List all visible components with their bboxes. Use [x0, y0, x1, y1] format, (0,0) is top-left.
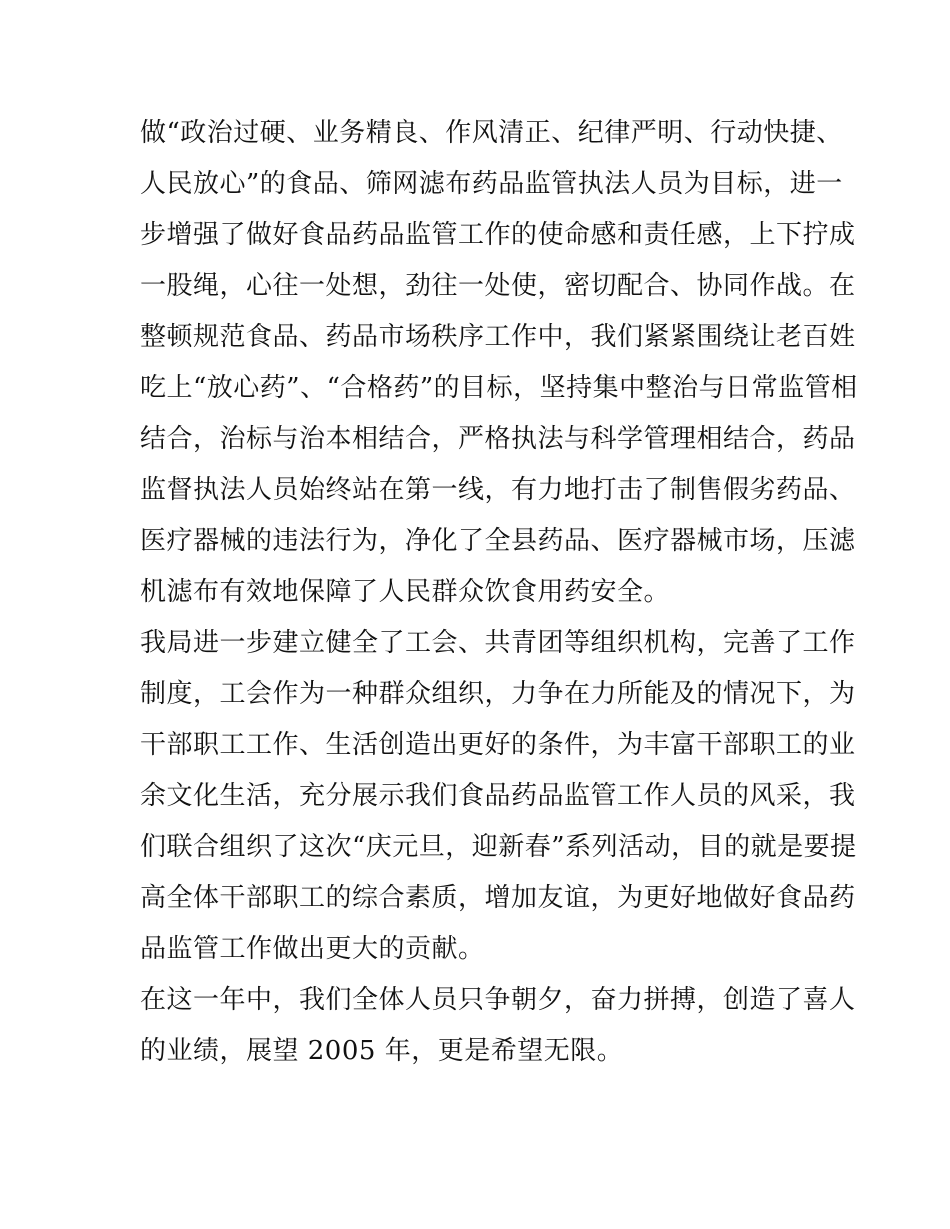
text-line: 做“政治过硬、业务精良、作风清正、纪律严明、行动快捷、 — [140, 118, 843, 148]
text-line: 余文化生活，充分展示我们食品药品监管工作人员的风采，我 — [140, 781, 856, 811]
text-line: 干部职工工作、生活创造出更好的条件，为丰富干部职工的业 — [140, 730, 856, 760]
text-line: 品监管工作做出更大的贡献。 — [140, 934, 485, 964]
text-line: 的业绩，展望 2005 年，更是希望无限。 — [140, 1036, 624, 1066]
text-line: 监督执法人员始终站在第一线，有力地打击了制售假劣药品、 — [140, 475, 856, 505]
text-line: 机滤布有效地保障了人民群众饮食用药安全。 — [140, 577, 671, 607]
text-line: 们联合组织了这次“庆元旦，迎新春”系列活动，目的就是要提 — [140, 832, 857, 862]
text-line: 医疗器械的违法行为，净化了全县药品、医疗器械市场，压滤 — [140, 526, 856, 556]
document-body — [140, 108, 858, 1077]
text-line: 吃上“放心药”、“合格药”的目标，坚持集中整治与日常监管相 — [140, 373, 858, 403]
text-line: 整顿规范食品、药品市场秩序工作中，我们紧紧围绕让老百姓 — [140, 322, 856, 352]
text-line: 我局进一步建立健全了工会、共青团等组织机构，完善了工作 — [140, 628, 856, 658]
text-line: 在这一年中，我们全体人员只争朝夕，奋力拼搏，创造了喜人 — [140, 985, 856, 1015]
text-line: 高全体干部职工的综合素质，增加友谊，为更好地做好食品药 — [140, 883, 856, 913]
text-line: 步增强了做好食品药品监管工作的使命感和责任感，上下拧成 — [140, 220, 856, 250]
text-line: 人民放心”的食品、筛网滤布药品监管执法人员为目标，进一 — [140, 169, 843, 199]
text-line: 制度，工会作为一种群众组织，力争在力所能及的情况下，为 — [140, 679, 856, 709]
text-line: 结合，治标与治本相结合，严格执法与科学管理相结合，药品 — [140, 424, 856, 454]
text-line: 一股绳，心往一处想，劲往一处使，密切配合、协同作战。在 — [140, 271, 856, 301]
